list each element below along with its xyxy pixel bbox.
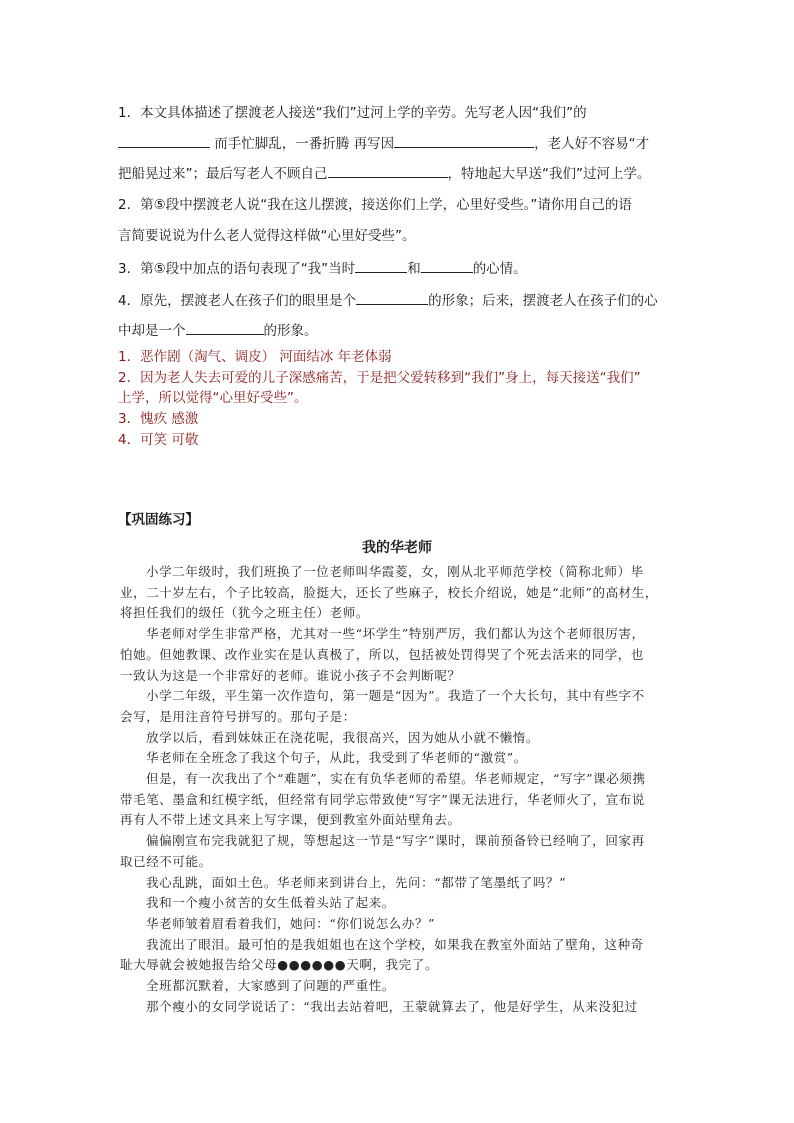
- question-text: 3．第⑤段中加点的语句表现了“我”当时: [118, 261, 356, 277]
- article-line: 我和一个瘦小贫苦的女生低着头站了起来。: [146, 895, 395, 911]
- question-text: ，老人好不容易“才: [534, 136, 650, 152]
- article-line: 那个瘦小的女同学说话了：“我出去站着吧，王蒙就算去了，他是好学生，从来没犯过: [146, 998, 638, 1014]
- question-2-line-1: 2．第⑤段中摆渡老人说“我在这儿摆渡，接送你们上学，心里好受些。”请你用自己的语: [118, 197, 632, 213]
- question-text: 和: [407, 261, 421, 277]
- answer-blank: [355, 258, 407, 273]
- article-line: 华老师皱着眉看着我们，她问：“你们说怎么办？”: [146, 915, 436, 931]
- question-1-line-3: [118, 163, 688, 184]
- question-text: 的形象；后来，摆渡老人在孩子们的心: [428, 293, 658, 309]
- answer-3: 3．愧疚 感激: [118, 411, 199, 427]
- question-text: ，特地起大早送“我们”过河上学。: [447, 166, 651, 182]
- article-line: 带毛笔、墨盒和红模字纸，但经常有同学忘带致使“写字”课无法进行，华老师火了，宣布说: [120, 791, 645, 807]
- question-text: 的形象。: [263, 323, 318, 339]
- question-text: 中却是一个: [118, 323, 186, 339]
- question-1-line-1: 1．本文具体描述了摆渡老人接送“我们”过河上学的辛劳。先写老人因“我们”的: [118, 105, 587, 121]
- article-line: 华老师在全班念了我这个句子，从此，我受到了华老师的“激赏”。: [146, 750, 527, 766]
- question-text: 而手忙脚乱，一番折腾: [214, 136, 350, 152]
- article-line: 一致认为这是一个非常好的老师。谁说小孩子不会判断呢？: [120, 667, 461, 683]
- question-text: 的心情。: [472, 261, 527, 277]
- answer-1: 1．恶作剧（淘气、调皮） 河面结冰 年老体弱: [118, 349, 392, 365]
- article-line: 业，二十岁左右，个子比较高，脸挺大，还长了些麻子，校长介绍说，她是“北师”的高材生，: [120, 584, 658, 600]
- answer-blank: [118, 133, 210, 148]
- question-4-line-2: [118, 320, 688, 341]
- article-line: 会写，是用注音符号拼写的。那句子是：: [120, 708, 356, 724]
- question-3: [118, 258, 688, 279]
- section-title: 【巩固练习】: [118, 512, 199, 528]
- article-line: 将担任我们的级任（犹今之班主任）老师。: [120, 605, 369, 621]
- article-line: 怕她。但她教课、改作业实在是认真极了，所以，包括被处罚得哭了个死去活来的同学，也: [120, 646, 645, 662]
- question-2-line-2: 言简要说说为什么老人觉得这样做“心里好受些”。: [118, 228, 416, 244]
- question-4-line-1: [118, 290, 688, 311]
- answer-4: 4．可笑 可敬: [118, 432, 199, 448]
- article-line: 我流出了眼泪。最可怕的是我姐姐也在这个学校，如果我在教室外面站了壁角，这种奇: [146, 936, 644, 952]
- answer-blank: [356, 290, 428, 305]
- article-line: 华老师对学生非常严格，尤其对一些“坏学生”特别严厉，我们都认为这个老师很厉害，: [146, 626, 645, 642]
- answer-2-line-1: 2．因为老人失去可爱的儿子深感痛苦，于是把父爱转移到“我们”身上，每天接送“我们”: [118, 370, 641, 386]
- answer-blank: [186, 320, 264, 335]
- article-line: 放学以后，看到妹妹正在浇花呢，我很高兴，因为她从小就不懒惰。: [146, 729, 540, 745]
- question-1-line-2: [118, 133, 688, 154]
- article-line: 全班都沉默着，大家感到了问题的严重性。: [146, 978, 395, 993]
- question-text: 4．原先，摆渡老人在孩子们的眼里是个: [118, 293, 357, 309]
- answer-blank: [421, 258, 473, 273]
- answer-blank: [394, 133, 534, 148]
- question-text: 把船晃过来”；最后写老人不顾自己: [118, 166, 328, 182]
- article-title: 我的华老师: [362, 540, 432, 556]
- article-line: 再有人不带上述文具来上写字课，便到教室外面站壁角去。: [120, 812, 461, 828]
- article-line: 小学二年级，平生第一次作造句，第一题是“因为”。我造了一个大长句，其中有些字不: [146, 688, 645, 704]
- answer-2-line-2: 上学，所以觉得“心里好受些”。: [118, 390, 308, 406]
- article-line: 我心乱跳，面如土色。华老师来到讲台上，先问：“都带了笔墨纸了吗？”: [146, 874, 567, 890]
- article-line: 偏偏刚宣布完我就犯了规，等想起这一节是“写字”课时，课前预备铃已经响了，回家再: [146, 833, 645, 849]
- article-line: 小学二年级时，我们班换了一位老师叫华霞菱，女，刚从北平师范学校（简称北师）毕: [146, 564, 644, 579]
- article-line: 耻大辱就会被她报告给父母●●●●●●天啊，我完了。: [120, 957, 438, 973]
- answer-blank: [328, 163, 448, 178]
- article-line: 取已经不可能。: [120, 853, 212, 869]
- article-line: 但是，有一次我出了个“难题”，实在有负华老师的希望。华老师规定，“写字”课必须携: [146, 771, 646, 786]
- question-text: 再写因: [353, 136, 395, 152]
